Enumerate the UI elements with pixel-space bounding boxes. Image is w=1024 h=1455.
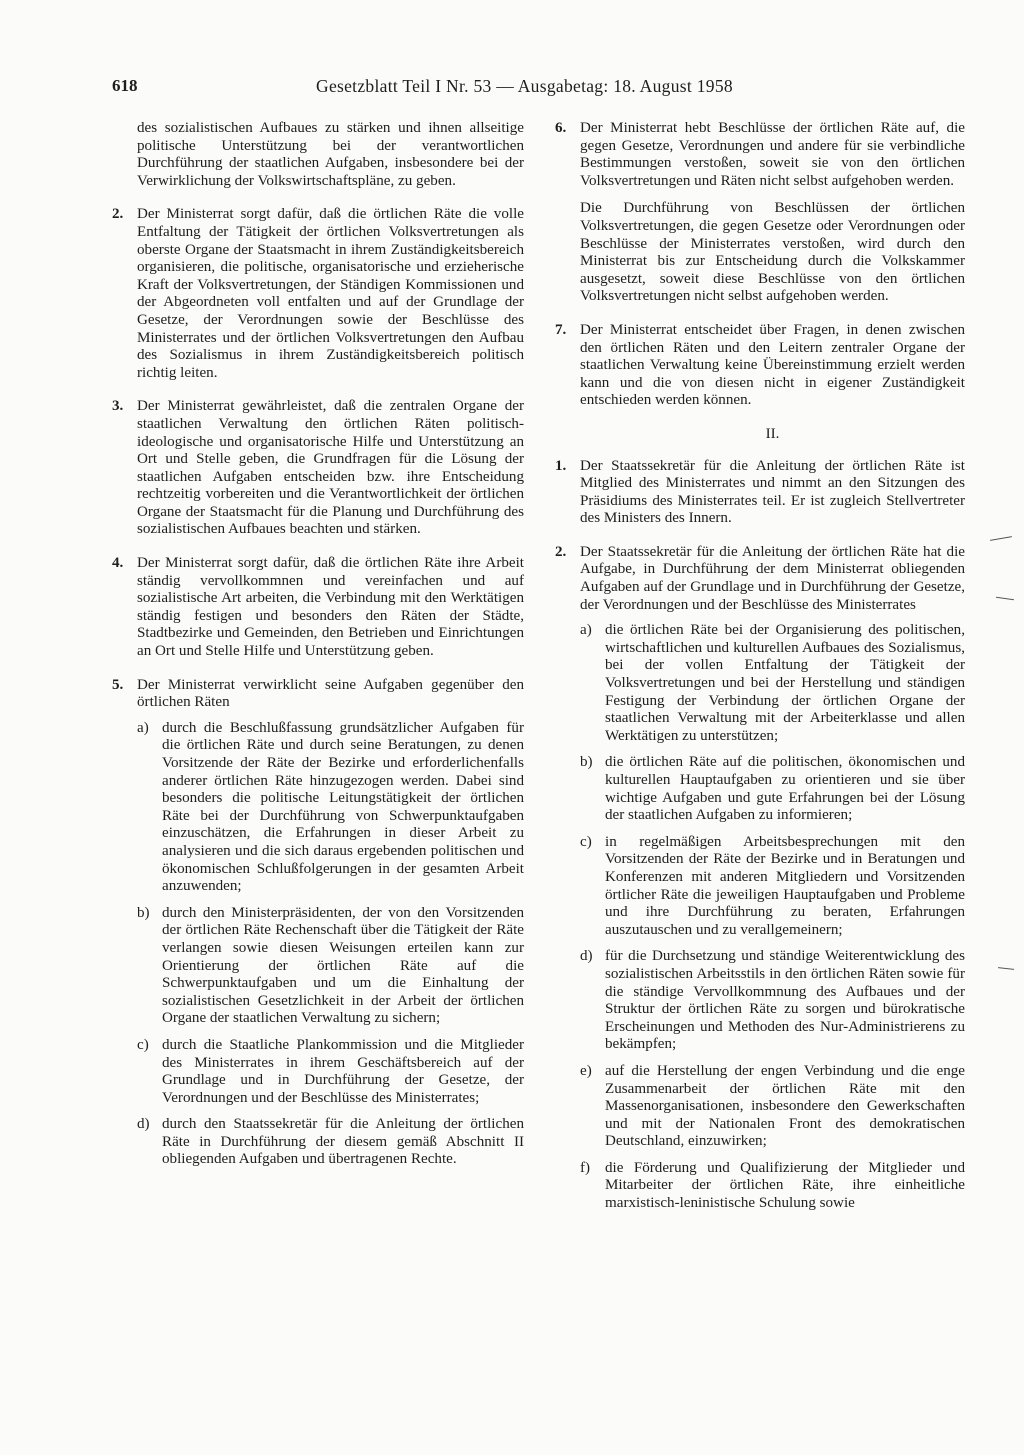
- item-number: 7.: [555, 321, 567, 338]
- subitem-text: die örtlichen Räte bei der Organisierung des politischen, wirtschaftlichen und kulturellen Aufbaues des Sozialismus, bei der vollen Entfaltung der Tätigkeit der Volksvertretungen und bei der Herstellung und ständigen Festigung der Verbindung der örtlichen Organe der staatlichen Verwaltung mit der Arbeiterklasse und allen Werktätigen zu unterstützen;: [605, 622, 965, 744]
- section-heading: II.: [765, 425, 780, 442]
- item-text: Der Staatssekretär für die Anleitung der örtlichen Räte hat die Aufgabe, in Durchführung der dem Ministerrat obliegenden Aufgaben auf der Grundlage und in Durchführung der Gesetze, der Verordnungen und der Beschlüsse des Ministerrates: [580, 543, 965, 613]
- item-number: 6.: [555, 120, 567, 136]
- item-text: Der Ministerrat verwirklicht seine Aufgaben gegenüber den örtlichen Räten: [137, 676, 524, 711]
- subitem-text: durch den Ministerpräsidenten, der von den Vorsitzenden der örtlichen Räte Rechenschaft über die Tätigkeit der Räte verlangen sowie diesen Weisungen erteilen kann zur Orientierung der örtlichen Räte auf die Schwerpunktaufgaben und um die Einhaltung der sozialistischen Gesetzlichkeit in der Arbeit der örtlichen Organe der staatlichen Verwaltung zu sichern;: [162, 904, 524, 1027]
- subitem-text: die örtlichen Räte auf die politischen, ökonomischen und kulturellen Hauptaufgaben zu orientieren und sie über wichtige Aufgaben und gute Erfahrungen bei der Lösung der staatlichen Aufgaben zu informieren;: [605, 754, 965, 824]
- item-II-1: [555, 458, 965, 528]
- item-text: Der Ministerrat sorgt dafür, daß die örtlichen Räte ihre Arbeit ständig vervollkommnen und vereinfachen und auf sozialistische Art arbeiten, die Verbindung mit den Werktätigen ständig festigen und besonders den Räten der Städte, Stadtbezirke und Gemeinden, den Betrieben und Einrichtungen an Ort und Stelle Hilfe und Unterstützung geben.: [137, 555, 524, 660]
- item-number: 3.: [112, 398, 124, 415]
- subitem-label: c): [137, 1036, 149, 1053]
- item-number: 2.: [555, 543, 567, 560]
- item-text: Der Ministerrat entscheidet über Fragen, in denen zwischen den örtlichen Räten und den Leitern zentraler Organe der staatlichen Verwaltung keine Übereinstimmung erzielt werden kann und die von diesen nicht in eigener Zuständigkeit entschieden werden können.: [580, 321, 965, 409]
- subitem-label: a): [580, 622, 592, 639]
- item-7: [555, 322, 965, 410]
- subitem-label: e): [580, 1062, 592, 1079]
- margin-mark: [996, 597, 1014, 600]
- margin-mark: [990, 536, 1012, 541]
- subitem-label: c): [580, 833, 592, 850]
- item-number: 1.: [555, 457, 567, 474]
- item-number: 2.: [112, 206, 124, 223]
- item-4: [112, 555, 524, 661]
- subitem-e: [580, 1063, 965, 1151]
- item-6: [555, 120, 965, 306]
- subitem-d: [137, 1116, 524, 1169]
- item-text: Der Ministerrat sorgt dafür, daß die örtlichen Räte die volle Entfaltung der Tätigkeit der örtlichen Volksvertretungen als oberste Organe der Staatsmacht in ihrem Zuständigkeitsbereich organisieren, die politische, organisatorische und erzieherische Kraft der Volksvertretungen, der Ständigen Kommissionen und der Abgeordneten voll entfalten und auf der Grundlage der Gesetze, der Verordnungen sowie der Beschlüsse des Ministerrates und der örtlichen Volksvertretungen den Aufbau des Sozialismus in ihrem Zuständigkeitsbereich politisch richtig leiten.: [137, 206, 524, 381]
- right-column: [555, 120, 965, 1229]
- item-text: Der Ministerrat gewährleistet, daß die zentralen Organe der staatlichen Verwaltung den örtlichen Räten politisch-ideologische und organisatorische Hilfe und Unterstützung an Ort und Stelle geben, die Grundfragen für die Lösung der staatlichen Aufgaben entscheiden bzw. ihre Entscheidung rechtzeitig vorbereiten und die Verantwortlichkeit der örtlichen Organe der Staatsmacht für die Planung und Durchführung des sozialistischen Aufbaues beachten und stärken.: [137, 398, 524, 538]
- subitem-label: d): [137, 1116, 150, 1133]
- subitem-b: [580, 754, 965, 824]
- subitem-list: [580, 622, 965, 1212]
- item-text: Der Staatssekretär für die Anleitung der örtlichen Räte ist Mitglied des Ministerrates und nimmt an den Sitzungen des Präsidiums des Ministerrates teil. Er ist zugleich Stellvertreter des Ministers des Innern.: [580, 457, 965, 527]
- subitem-text: durch die Beschlußfassung grundsätzlicher Aufgaben für die örtlichen Räte und durch seine Beratungen, zu denen Vorsitzende der Räte der Bezirke und erforderlichenfalls anderer örtlichen Räte hinzugezogen werden. Dabei sind besonders die politische Leitungstätigkeit der örtlichen Räte bei der Durchführung von Schwerpunktaufgaben einzuschätzen, die Erfahrungen in dieser Arbeit zu analysieren und die sich daraus ergebenden politischen und ökonomischen Schlußfolgerungen in der gesamten Arbeit anzuwenden;: [162, 719, 524, 895]
- page-number: 618: [112, 76, 138, 95]
- item-3: [112, 398, 524, 539]
- item-number: 5.: [112, 676, 124, 693]
- page-header: [112, 76, 960, 104]
- subitem-list: [137, 720, 524, 1169]
- subitem-a: [580, 622, 965, 745]
- subitem-text: für die Durchsetzung und ständige Weiterentwicklung des sozialistischen Arbeitsstils in den örtlichen Räten sowie für die ständige Vervollkommnung des Aufbaues und der Struktur der örtlichen Räte zu sorgen und bürokratische Erscheinungen und Methoden des Nur-Administrierens zu bekämpfen;: [605, 948, 965, 1053]
- subitem-text: in regelmäßigen Arbeitsbesprechungen mit den Vorsitzenden der Räte der Bezirke und in Beratungen und Konferenzen mit anderen Mitgliedern und Vorsitzenden örtlicher Räte die jeweiligen Hauptaufgaben und Probleme und ihre Durchführung zu beraten, Erfahrungen auszutauschen und zu verallgemeinern;: [605, 833, 965, 938]
- subitem-d: [580, 948, 965, 1054]
- subitem-c: [580, 834, 965, 940]
- left-column: [112, 120, 524, 1185]
- subitem-text: die Förderung und Qualifizierung der Mitglieder und Mitarbeiter der örtlichen Räte, ihre einheitliche marxistisch-leninistische Schulung sowie: [605, 1159, 965, 1212]
- subitem-text: durch den Staatssekretär für die Anleitung der örtlichen Räte in Durchführung der diesem gemäß Abschnitt II obliegenden Aufgaben und übertragenen Rechte.: [162, 1116, 524, 1168]
- subitem-text: durch die Staatliche Plankommission und die Mitglieder des Ministerrates in ihrem Geschäftsbereich auf der Grundlage und in Durchführung der Gesetze, der Verordnungen und der Beschlüsse des Ministerrates;: [162, 1036, 524, 1106]
- item-text: Der Ministerrat hebt Beschlüsse der örtlichen Räte auf, die gegen Gesetze, Verordnungen und andere für sie verbindliche Bestimmungen verstoßen, soweit sie von den örtlichen Volksvertretungen und Räten nicht selbst aufgehoben werden.: [580, 120, 965, 189]
- subitem-label: b): [137, 904, 150, 921]
- item-text-continued: Die Durchführung von Beschlüssen der örtlichen Volksvertretungen, die gegen Gesetze oder Verordnungen oder Beschlüsse der Ministerrates verstoßen, wird durch den Ministerrat bis zur Entscheidung durch die Volkskammer ausgesetzt, soweit diese Beschlüsse von den örtlichen Volksvertretungen nicht selbst aufgehoben werden.: [580, 200, 965, 305]
- item-number: 4.: [112, 555, 124, 572]
- margin-mark: [998, 967, 1014, 970]
- item-2: [112, 206, 524, 382]
- subitem-label: d): [580, 948, 593, 965]
- subitem-text: auf die Herstellung der engen Verbindung und die enge Zusammenarbeit der örtlichen Räte mit den Massenorganisationen, insbesondere den Gewerkschaften und mit der Nationalen Front des demokratischen Deutschland, einzuwirken;: [605, 1062, 965, 1150]
- subitem-b: [137, 905, 524, 1028]
- running-head: Gesetzblatt Teil I Nr. 53 — Ausgabetag: 18. August 1958: [316, 76, 733, 96]
- item-II-2: [555, 544, 965, 1213]
- subitem-c: [137, 1037, 524, 1107]
- item-5: [112, 677, 524, 1169]
- subitem-label: f): [580, 1159, 591, 1176]
- subitem-a: [137, 720, 524, 896]
- subitem-label: a): [137, 719, 149, 736]
- continuation-paragraph: des sozialistischen Aufbaues zu stärken und ihnen allseitige politische Unterstützung bei der verantwortlichen Durchführung der staatlichen Aufgaben, insbesondere bei der Verwirklichung der Volkswirtschaftspläne, zu geben.: [137, 120, 524, 189]
- subitem-label: b): [580, 754, 593, 771]
- subitem-f: [580, 1160, 965, 1213]
